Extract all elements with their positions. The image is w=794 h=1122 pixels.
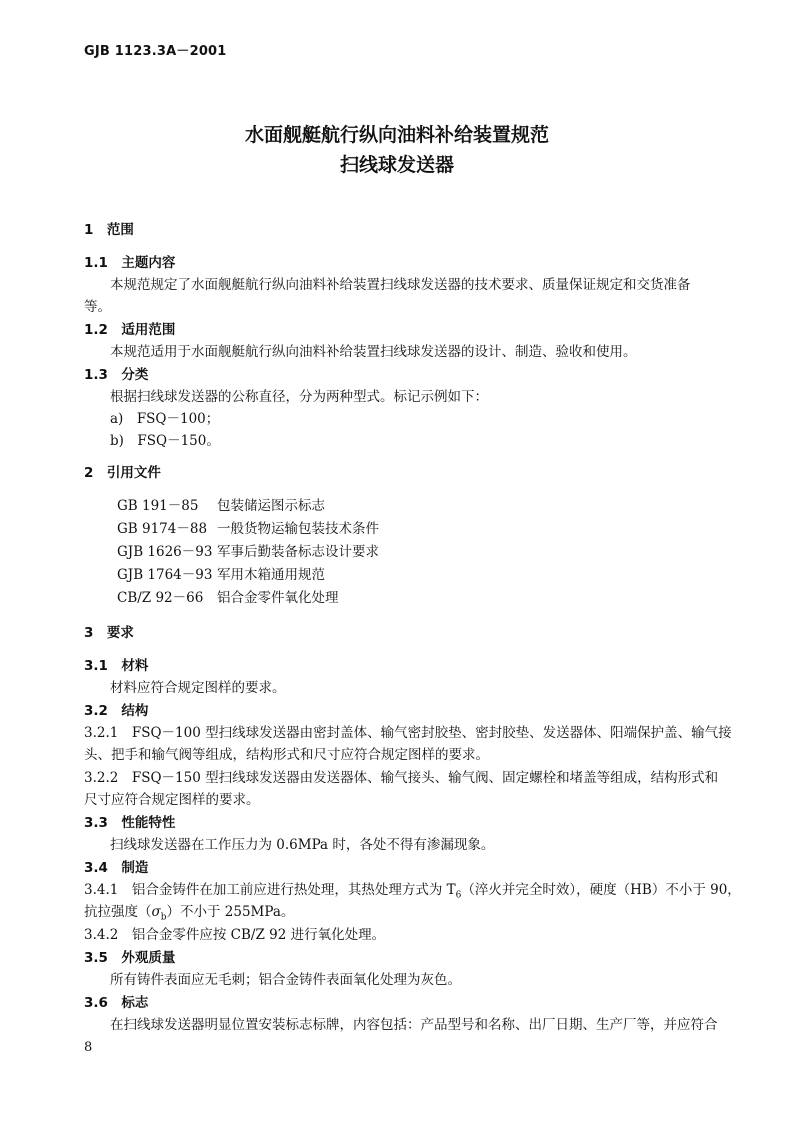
section-title: 引用文件: [106, 465, 161, 481]
section-1-1-heading: [84, 257, 175, 271]
section-number: 3.5: [84, 950, 108, 966]
paragraph: 头、把手和输气阀等组成，结构形式和尺寸应符合规定图样的要求。: [84, 747, 489, 763]
section-number: 1.1: [84, 255, 108, 271]
section-number: 3.3: [84, 815, 108, 831]
reference-code: GJB 1764－93: [117, 567, 213, 583]
section-title: 主题内容: [121, 255, 176, 271]
paragraph: 3.4.2 铝合金零件应按 CB/Z 92 进行氧化处理。: [84, 927, 386, 943]
section-title: 性能特性: [121, 815, 176, 831]
section-1-heading: [84, 224, 134, 238]
document-code: GJB 1123.3A－2001: [84, 44, 227, 59]
paragraph: 在扫线球发送器明显位置安装标志标牌，内容包括：产品型号和名称、出厂日期、生产厂等，并应符合: [110, 1017, 718, 1033]
paragraph: 本规范适用于水面舰艇航行纵向油料补给装置扫线球发送器的设计、制造、验收和使用。: [110, 344, 637, 360]
document-subtitle: 扫线球发送器: [339, 154, 454, 176]
section-title: 标志: [121, 995, 149, 1011]
section-title: 范围: [106, 222, 134, 238]
sigma-symbol: σ: [151, 904, 161, 920]
section-3-1-heading: [84, 660, 148, 674]
section-3-6-heading: [84, 997, 148, 1011]
section-number: 3.4: [84, 860, 108, 876]
section-number: 3: [84, 625, 94, 641]
section-number: 1: [84, 222, 94, 238]
reference-code: GB 191－85: [117, 498, 199, 514]
section-number: 1.2: [84, 322, 108, 338]
section-title: 材料: [121, 658, 149, 674]
subscript: b: [160, 912, 167, 923]
paragraph: 3.4.1 铝合金铸件在加工前应进行热处理，其热处理方式为 $T_6$（淬火并完全时效），硬度（HB）不小于 90，: [84, 882, 741, 901]
reference-code: CB/Z 92－66: [117, 590, 204, 606]
paragraph: 材料应符合规定图样的要求。: [110, 680, 286, 696]
section-3-2-heading: [84, 705, 148, 719]
paragraph: 尺寸应符合规定图样的要求。: [84, 792, 260, 808]
section-number: 2: [84, 465, 94, 481]
section-title: 外观质量: [121, 950, 176, 966]
list-item: a) FSQ－100；: [110, 411, 220, 427]
reference-code: GB 9174－88: [117, 521, 208, 537]
section-3-3-heading: [84, 817, 175, 831]
section-title: 分类: [121, 367, 149, 383]
paragraph: 所有铸件表面应无毛刺；铝合金铸件表面氧化处理为灰色。: [110, 972, 461, 988]
reference-name: 军用木箱通用规范: [217, 567, 325, 583]
reference-name: 一般货物运输包装技术条件: [217, 521, 379, 537]
section-number: 1.3: [84, 367, 108, 383]
paragraph: 3.2.2 FSQ－150 型扫线球发送器由发送器体、输气接头、输气阀、固定螺栓和堵盖等组成，结构形式和: [84, 770, 719, 786]
paragraph: 等。: [84, 299, 111, 315]
reference-name: 包装储运图示标志: [217, 498, 325, 514]
section-3-4-heading: [84, 862, 148, 876]
section-title: 适用范围: [121, 322, 176, 338]
paragraph: 扫线球发送器在工作压力为 0.6MPa 时，各处不得有渗漏现象。: [110, 837, 495, 853]
reference-name: 铝合金零件氧化处理: [217, 590, 339, 606]
section-title: 要求: [106, 625, 134, 641]
section-1-3-heading: [84, 369, 148, 383]
list-item: b) FSQ－150。: [110, 433, 220, 449]
section-number: 3.2: [84, 703, 108, 719]
reference-name: 军事后勤装备标志设计要求: [217, 544, 379, 560]
document-title: 水面舰艇航行纵向油料补给装置规范: [244, 124, 549, 146]
paragraph: 抗拉强度$(\sigma_b)$不小于 255MPa。: [84, 904, 295, 923]
reference-code: GJB 1626－93: [117, 544, 213, 560]
section-3-5-heading: [84, 952, 175, 966]
paragraph: 根据扫线球发送器的公称直径，分为两种型式。标记示例如下：: [110, 389, 488, 405]
paragraph: 3.2.1 FSQ－100 型扫线球发送器由密封盖体、输气密封胶垫、密封胶垫、发送器体、阳端保护盖、输气接: [84, 725, 732, 741]
section-3-heading: [84, 627, 134, 641]
section-title: 制造: [121, 860, 149, 876]
section-title: 结构: [121, 703, 149, 719]
page-number: 8: [84, 1040, 93, 1055]
section-2-heading: [84, 467, 161, 481]
section-1-2-heading: [84, 324, 175, 338]
paragraph: 本规范规定了水面舰艇航行纵向油料补给装置扫线球发送器的技术要求、质量保证规定和交货准备: [110, 277, 691, 293]
section-number: 3.1: [84, 658, 108, 674]
section-number: 3.6: [84, 995, 108, 1011]
subscript: 6: [455, 890, 462, 901]
